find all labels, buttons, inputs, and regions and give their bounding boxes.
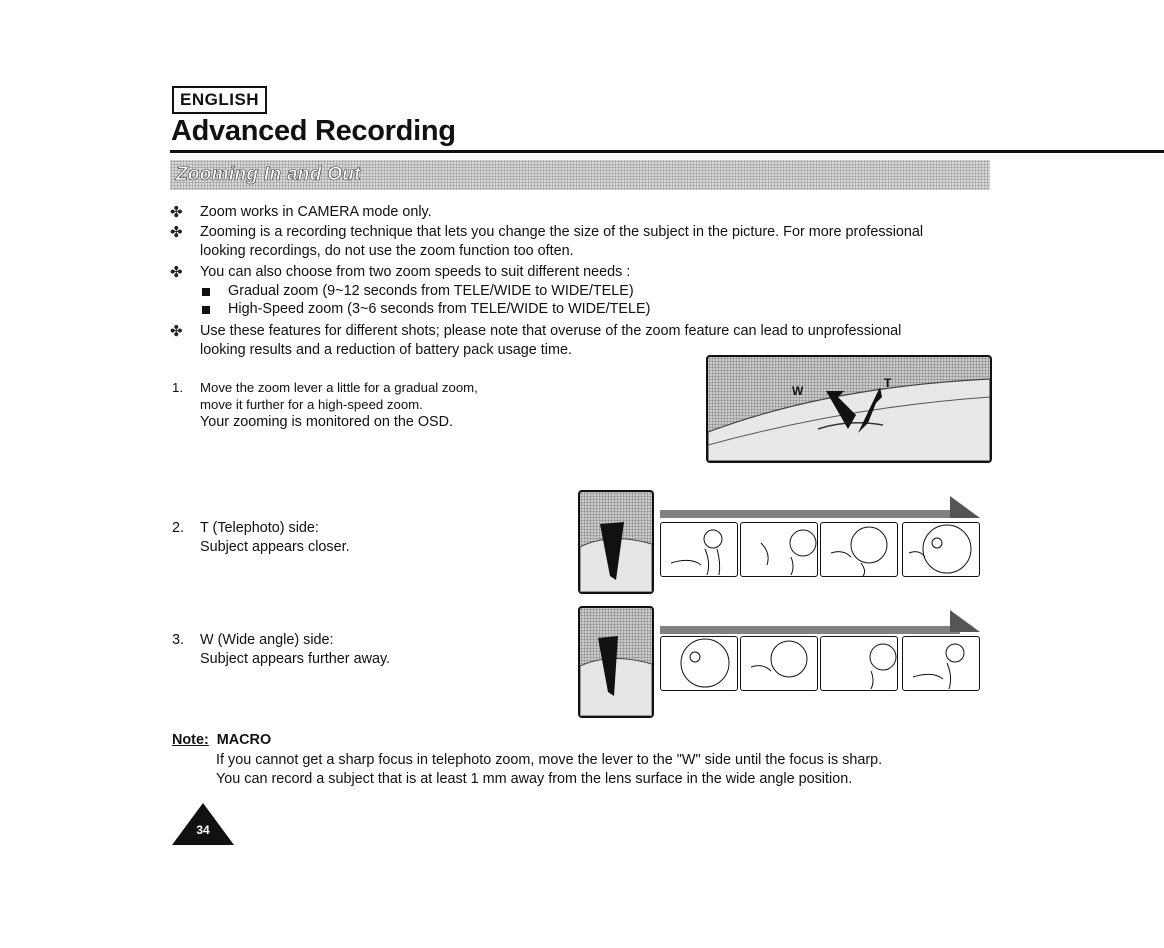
bullet-icon: ✤ <box>170 204 183 221</box>
bullet-text: Zoom works in CAMERA mode only. <box>200 204 432 220</box>
square-bullet-icon <box>202 306 210 314</box>
zoom-frame-thumb <box>902 522 980 577</box>
bullet-icon: ✤ <box>170 224 183 241</box>
zoom-strip-arrow <box>660 510 960 518</box>
step-text: move it further for a high-speed zoom. <box>200 397 423 412</box>
page-title: Advanced Recording <box>171 115 456 147</box>
bullet-text: Zooming is a recording technique that lets you change the size of the subject in the picture. For more professional <box>200 224 924 240</box>
bullet-text: looking recordings, do not use the zoom function too often. <box>200 243 574 259</box>
note-text: If you cannot get a sharp focus in telephoto zoom, move the lever to the "W" side until the focus is sharp. <box>216 752 883 768</box>
page-number: 34 <box>196 823 210 837</box>
language-badge: ENGLISH <box>172 86 267 114</box>
note-heading <box>172 731 271 750</box>
zoom-frame-thumb <box>660 636 738 691</box>
sub-bullet-text: High-Speed zoom (3~6 seconds from TELE/WIDE to WIDE/TELE) <box>228 301 651 317</box>
zoom-frame-thumb <box>820 636 898 691</box>
bullet-text: You can also choose from two zoom speeds to suit different needs : <box>200 264 631 280</box>
bullet-icon: ✤ <box>170 264 183 281</box>
step-text: Subject appears further away. <box>200 651 391 667</box>
tele-lever-illustration <box>578 490 654 594</box>
step-text: Subject appears closer. <box>200 539 350 555</box>
zoom-strip-arrow <box>660 626 960 634</box>
step-number: 2. <box>172 520 185 536</box>
arrowhead-icon <box>950 610 980 634</box>
w-label: W <box>792 384 804 398</box>
step-text: Your zooming is monitored on the OSD. <box>200 414 454 430</box>
arrowhead-icon <box>950 496 980 520</box>
step-text: T (Telephoto) side: <box>200 520 319 536</box>
wide-lever-drawing <box>580 608 652 716</box>
wide-lever-illustration <box>578 606 654 718</box>
step-text: Move the zoom lever a little for a gradual zoom, <box>200 380 478 395</box>
bullet-text: looking results and a reduction of battery pack usage time. <box>200 342 572 358</box>
note-label: Note: <box>172 732 209 748</box>
zoom-frame-thumb <box>740 522 818 577</box>
tele-lever-drawing <box>580 492 652 592</box>
step-number: 3. <box>172 632 185 648</box>
title-rule <box>170 150 1164 153</box>
bullet-text: Use these features for different shots; please note that overuse of the zoom feature can lead to unprofessional <box>200 323 902 339</box>
section-title: Zooming In and Out <box>176 164 361 185</box>
sub-bullet-text: Gradual zoom (9~12 seconds from TELE/WIDE to WIDE/TELE) <box>228 283 634 299</box>
note-title: MACRO <box>216 732 272 748</box>
zoom-frame-thumb <box>660 522 738 577</box>
step-number: 1. <box>172 380 183 395</box>
bullet-icon: ✤ <box>170 323 183 340</box>
zoom-frame-thumb <box>902 636 980 691</box>
step-text: W (Wide angle) side: <box>200 632 334 648</box>
zoom-frame-thumb <box>820 522 898 577</box>
zoom-lever-illustration <box>706 355 992 463</box>
zoom-frame-thumb <box>740 636 818 691</box>
square-bullet-icon <box>202 288 210 296</box>
t-label: T <box>884 376 892 390</box>
note-text: You can record a subject that is at least 1 mm away from the lens surface in the wide angle position. <box>216 771 853 787</box>
zoom-lever-drawing <box>708 357 990 461</box>
